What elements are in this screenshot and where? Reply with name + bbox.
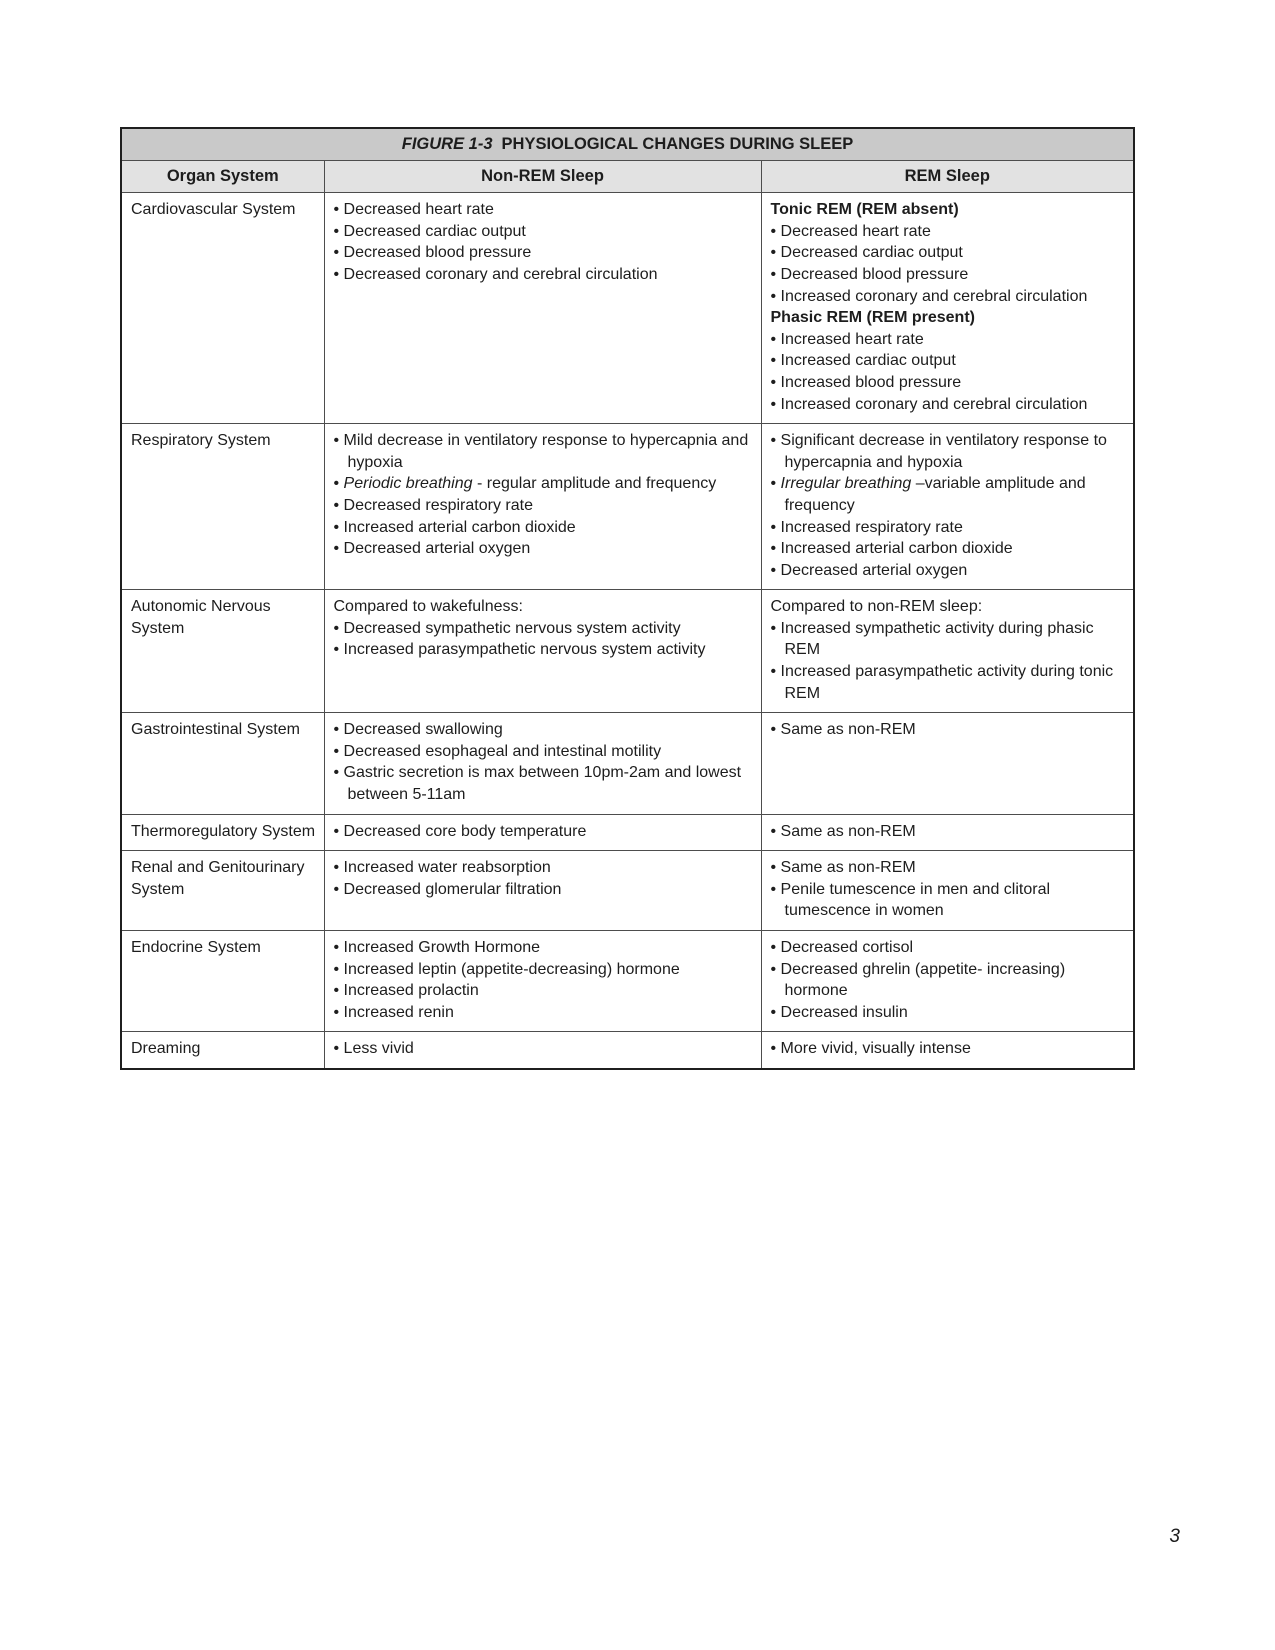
table-row <box>121 851 1134 931</box>
bullet-icon: • <box>770 373 781 391</box>
bullet-icon: • <box>770 960 781 978</box>
non-rem-sleep-cell <box>324 851 761 931</box>
table-row <box>121 931 1134 1032</box>
list-item: • Periodic breathing - regular amplitude and frequency <box>333 475 717 493</box>
organ-system-cell: Renal and Genitourinary System <box>121 851 324 931</box>
table-row <box>121 590 1134 713</box>
organ-system-cell: Endocrine System <box>121 931 324 1032</box>
bullet-icon: • <box>770 518 781 536</box>
bullet-icon: • <box>333 244 344 262</box>
bullet-icon: • <box>333 201 344 219</box>
list-item: • Decreased ghrelin (appetite- increasing) hormone <box>770 960 1066 1000</box>
bullet-icon: • <box>770 287 781 305</box>
list-item: • Decreased cortisol <box>770 939 914 956</box>
bullet-icon: • <box>770 561 781 579</box>
bullet-icon: • <box>333 265 344 283</box>
bullet-icon: • <box>333 982 344 1000</box>
cell-heading: Phasic REM (REM present) <box>770 309 975 327</box>
organ-system-cell: Respiratory System <box>121 424 324 590</box>
table-row <box>121 193 1134 424</box>
list-item: • Increased renin <box>333 1003 454 1021</box>
list-item: • Mild decrease in ventilatory response to hypercapnia and hypoxia <box>333 432 749 471</box>
table-row <box>121 1032 1134 1069</box>
list-item: • Increased Growth Hormone <box>333 939 541 956</box>
list-item: • Increased coronary and cerebral circulation <box>770 395 1088 413</box>
bullet-icon: • <box>333 540 344 558</box>
list-item: • Decreased heart rate <box>770 222 931 240</box>
organ-system-cell: Thermoregulatory System <box>121 814 324 851</box>
list-item: • Penile tumescence in men and clitoral tumescence in women <box>770 880 1051 920</box>
list-item: • Decreased glomerular filtration <box>333 880 562 898</box>
list-item: • Increased coronary and cerebral circulation <box>770 287 1088 305</box>
bullet-icon: • <box>333 619 344 637</box>
organ-system-cell: Dreaming <box>121 1032 324 1069</box>
list-item: • Decreased esophageal and intestinal motility <box>333 742 662 760</box>
bullet-icon: • <box>770 939 781 956</box>
cell-heading: Tonic REM (REM absent) <box>770 201 959 219</box>
rem-sleep-cell <box>761 1032 1134 1069</box>
list-item: • Decreased swallowing <box>333 721 503 739</box>
list-item: • Same as non-REM <box>770 822 916 840</box>
list-item: • Increased sympathetic activity during phasic REM <box>770 619 1094 659</box>
bullet-icon: • <box>770 244 781 262</box>
bullet-icon: • <box>770 822 781 840</box>
table-row <box>121 713 1134 814</box>
bullet-icon: • <box>770 540 781 558</box>
bullet-icon: • <box>770 1003 781 1021</box>
list-item: • Same as non-REM <box>770 721 916 739</box>
bullet-icon: • <box>770 1040 781 1058</box>
organ-system-cell: Autonomic Nervous System <box>121 590 324 713</box>
list-item: • Increased parasympathetic nervous system activity <box>333 641 706 659</box>
bullet-icon: • <box>770 265 781 283</box>
list-item: • Decreased arterial oxygen <box>333 540 531 558</box>
bullet-icon: • <box>770 721 781 739</box>
table-body <box>121 193 1134 1069</box>
list-item: • Decreased cardiac output <box>333 222 526 240</box>
list-item: • Significant decrease in ventilatory response to hypercapnia and hypoxia <box>770 432 1107 471</box>
non-rem-sleep-cell <box>324 931 761 1032</box>
organ-system-cell: Cardiovascular System <box>121 193 324 424</box>
column-header-non-rem-sleep: Non-REM Sleep <box>324 160 761 193</box>
bullet-icon: • <box>770 663 781 681</box>
list-item: • Decreased blood pressure <box>770 265 969 283</box>
bullet-icon: • <box>333 859 344 877</box>
figure-label: FIGURE 1-3 <box>401 135 493 153</box>
list-item: • Same as non-REM <box>770 859 916 877</box>
bullet-icon: • <box>333 496 344 514</box>
bullet-icon: • <box>333 880 344 898</box>
bullet-icon: • <box>770 222 781 240</box>
list-item: Compared to wakefulness: <box>333 598 523 616</box>
non-rem-sleep-cell <box>324 713 761 814</box>
list-item: • Gastric secretion is max between 10pm-2am and lowest between 5-11am <box>333 764 742 804</box>
rem-sleep-cell <box>761 193 1134 424</box>
bullet-icon: • <box>333 721 344 739</box>
rem-sleep-cell <box>761 931 1134 1032</box>
table-title-row <box>121 128 1134 160</box>
list-item: • Decreased blood pressure <box>333 244 532 262</box>
rem-sleep-cell <box>761 424 1134 590</box>
bullet-icon: • <box>770 352 781 370</box>
list-item: • Increased cardiac output <box>770 352 956 370</box>
list-item: • Increased heart rate <box>770 330 924 348</box>
italic-term: Periodic breathing <box>343 475 473 493</box>
list-item: • Less vivid <box>333 1040 414 1058</box>
list-item: • Increased arterial carbon dioxide <box>770 540 1013 558</box>
non-rem-sleep-cell <box>324 814 761 851</box>
bullet-icon: • <box>770 330 781 348</box>
non-rem-sleep-cell <box>324 424 761 590</box>
italic-term: Irregular breathing <box>780 475 912 493</box>
list-item: • Decreased sympathetic nervous system activity <box>333 619 681 637</box>
bullet-icon: • <box>333 475 344 493</box>
list-item: • Decreased coronary and cerebral circulation <box>333 265 658 283</box>
non-rem-sleep-cell <box>324 193 761 424</box>
table-title <box>121 128 1134 160</box>
list-item: • Increased respiratory rate <box>770 518 963 536</box>
bullet-icon: • <box>333 1003 344 1021</box>
rem-sleep-cell <box>761 713 1134 814</box>
bullet-icon: • <box>770 395 781 413</box>
list-item: • More vivid, visually intense <box>770 1040 971 1058</box>
list-item: • Increased water reabsorption <box>333 859 551 877</box>
figure-1-3-table <box>120 127 1135 1070</box>
bullet-icon: • <box>770 859 781 877</box>
bullet-icon: • <box>770 475 781 493</box>
list-item: • Increased prolactin <box>333 982 479 1000</box>
list-item: • Decreased core body temperature <box>333 822 587 840</box>
column-header-row <box>121 160 1134 193</box>
figure-title: PHYSIOLOGICAL CHANGES DURING SLEEP <box>501 135 854 153</box>
bullet-icon: • <box>333 960 344 978</box>
non-rem-sleep-cell <box>324 1032 761 1069</box>
list-item: • Irregular breathing –variable amplitude and frequency <box>770 475 1086 514</box>
bullet-icon: • <box>770 432 781 450</box>
list-item: • Increased arterial carbon dioxide <box>333 518 576 536</box>
page-number: 3 <box>1169 1526 1180 1547</box>
column-header-organ-system: Organ System <box>121 160 324 193</box>
list-item: • Decreased heart rate <box>333 201 494 219</box>
organ-system-cell: Gastrointestinal System <box>121 713 324 814</box>
rem-sleep-cell <box>761 851 1134 931</box>
table-row <box>121 814 1134 851</box>
bullet-icon: • <box>333 518 344 536</box>
bullet-icon: • <box>333 742 344 760</box>
bullet-icon: • <box>333 764 344 782</box>
bullet-icon: • <box>770 880 781 898</box>
list-item: Compared to non-REM sleep: <box>770 598 983 616</box>
bullet-icon: • <box>333 641 344 659</box>
bullet-icon: • <box>333 939 344 956</box>
bullet-icon: • <box>770 619 781 637</box>
list-item: • Increased leptin (appetite-decreasing) hormone <box>333 960 680 978</box>
list-item: • Increased parasympathetic activity during tonic REM <box>770 663 1114 702</box>
rem-sleep-cell <box>761 814 1134 851</box>
bullet-icon: • <box>333 432 344 450</box>
bullet-icon: • <box>333 1040 344 1058</box>
list-item: • Decreased arterial oxygen <box>770 561 968 579</box>
rem-sleep-cell <box>761 590 1134 713</box>
list-item: • Decreased cardiac output <box>770 244 963 262</box>
column-header-rem-sleep: REM Sleep <box>761 160 1134 193</box>
bullet-icon: • <box>333 822 344 840</box>
list-item: • Decreased respiratory rate <box>333 496 533 514</box>
bullet-icon: • <box>333 222 344 240</box>
list-item: • Decreased insulin <box>770 1003 908 1021</box>
table-row <box>121 424 1134 590</box>
list-item: • Increased blood pressure <box>770 373 962 391</box>
non-rem-sleep-cell <box>324 590 761 713</box>
